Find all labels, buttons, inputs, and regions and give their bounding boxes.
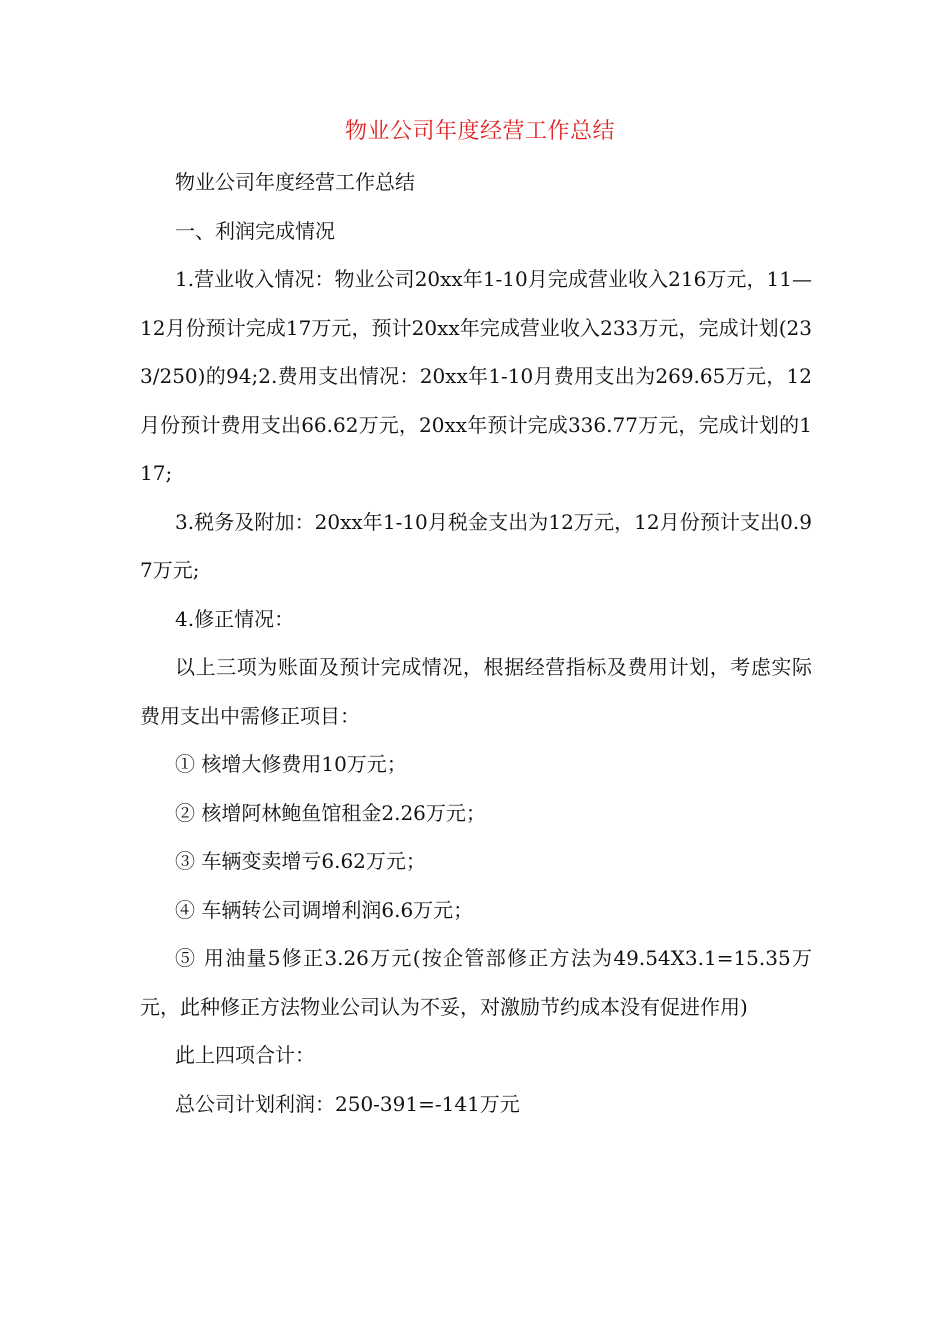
paragraph-correction-heading: 4.修正情况： (175, 606, 295, 631)
document-title: 物业公司年度经营工作总结 (344, 119, 615, 144)
list-item-correction-4: ④ 车辆转公司调增利润6.6万元； (175, 897, 474, 922)
paragraph-total: 此上四项合计： (175, 1043, 315, 1067)
list-item-correction-3: ③ 车辆变卖增亏6.62万元； (175, 849, 426, 873)
paragraph-heading: 物业公司年度经营工作总结 (175, 170, 415, 194)
list-item-correction-1: ① 核增大修费用10万元； (175, 752, 407, 776)
paragraph-correction-intro: 以上三项为账面及预计完成情况，根据经营指标及费用计划，考虑实际费用支出中需修正项目： (140, 655, 812, 728)
paragraph-section-profit: 一、利润完成情况 (175, 218, 335, 243)
paragraph-revenue-expense: 1.营业收入情况：物业公司20xx年1-10月完成营业收入216万元，11—12月份预计完成17万元，预计20xx年完成营业收入233万元，完成计划(233/250)的94;2.费用支出情况：20xx年1-10月费用支出为269.65万元，12月份预计费用支出66.62万元，20xx年预计完成336.77万元，完成计划的117; (140, 267, 812, 485)
document-body (140, 158, 812, 1128)
paragraph-planned-profit: 总公司计划利润：250-391=-141万元 (175, 1091, 520, 1116)
list-item-correction-2: ② 核增阿林鲍鱼馆租金2.26万元； (175, 800, 486, 825)
paragraph-tax: 3.税务及附加：20xx年1-10月税金支出为12万元，12月份预计支出0.97万元; (140, 509, 812, 582)
list-item-correction-5: ⑤ 用油量5修正3.26万元(按企管部修正方法为49.54X3.1=15.35万元，此种修正方法物业公司认为不妥，对激励节约成本没有促进作用) (140, 946, 812, 1019)
